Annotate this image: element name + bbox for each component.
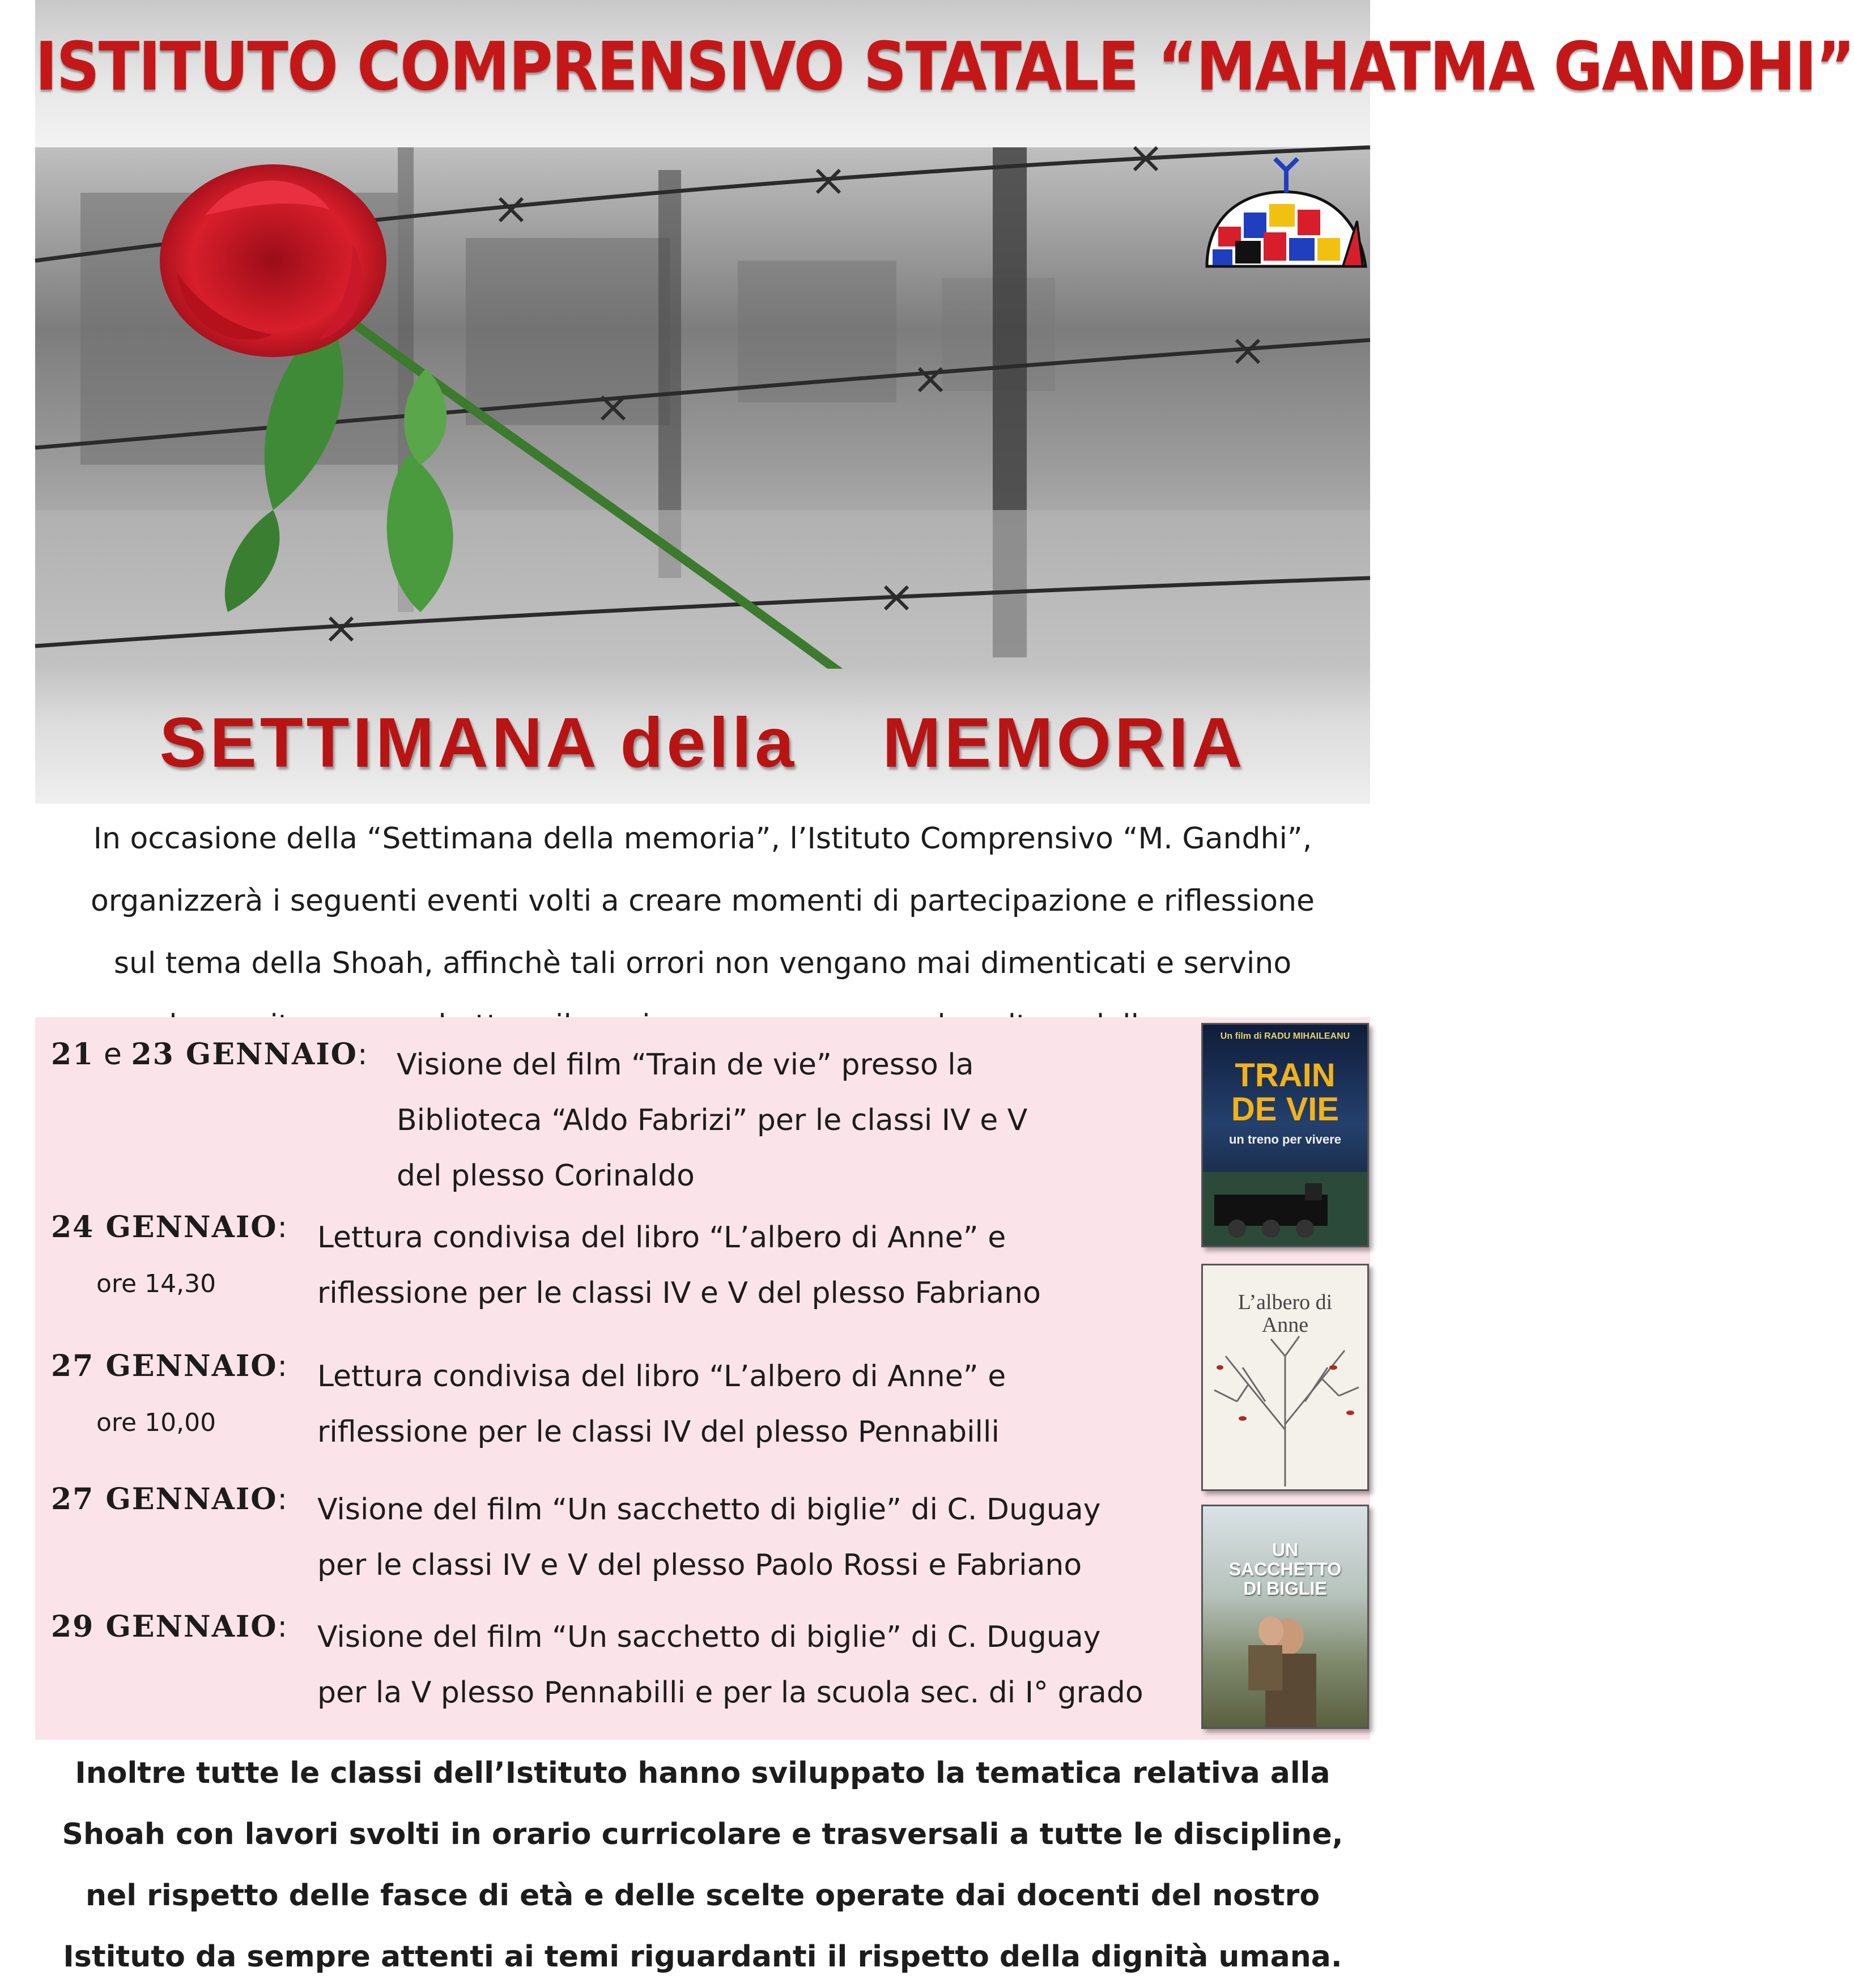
event-5-description <box>317 1609 1143 1721</box>
tree-illustration <box>1203 1333 1367 1486</box>
event-4-date: 27 GENNAIO: <box>51 1482 288 1517</box>
school-title: ISTITUTO COMPRENSIVO STATALE “MAHATMA GANDHI” <box>35 27 1854 105</box>
event-line: Visione del film “Un sacchetto di biglie” di C. Duguay <box>317 1493 1101 1527</box>
event-line: riflessione per le classi IV e V del plesso Fabriano <box>317 1276 1041 1310</box>
event-1-date: 21 e 23 GENNAIO: <box>51 1037 368 1072</box>
event-title <box>35 703 1370 783</box>
event-title-part-b: MEMORIA <box>882 704 1246 782</box>
closing-line: Inoltre tutte le classi dell’Istituto hanno sviluppato la tematica relativa alla <box>75 1756 1330 1790</box>
poster-title: UN SACCHETTO DI BIGLIE <box>1228 1540 1342 1599</box>
event-line: per le classi IV e V del plesso Paolo Rossi e Fabriano <box>317 1548 1082 1582</box>
event-date: 24 GENNAIO <box>51 1210 278 1244</box>
un-sacchetto-di-biglie-poster <box>1201 1505 1369 1729</box>
event-line: Biblioteca “Aldo Fabrizi” per le classi IV e V <box>397 1103 1028 1137</box>
event-date: 21 <box>51 1037 95 1072</box>
rose-barbed-wire-photo <box>35 147 1370 669</box>
intro-line: In occasione della “Settimana della memoria”, l’Istituto Comprensivo “M. Gandhi”, <box>93 822 1312 856</box>
closing-paragraph <box>45 1743 1360 1987</box>
event-line: Lettura condivisa del libro “L’albero di Anne” e <box>317 1360 1006 1394</box>
event-date: 29 GENNAIO <box>51 1609 278 1644</box>
poster-director: Un film di RADU MIHAILEANU <box>1220 1031 1350 1041</box>
header-image <box>35 0 1854 804</box>
closing-line: nel rispetto delle fasce di età e delle scelte operate dai docenti del nostro <box>85 1879 1320 1913</box>
albero-di-anne-book-cover <box>1201 1264 1369 1491</box>
event-line: Visione del film “Un sacchetto di biglie” di C. Duguay <box>317 1620 1101 1654</box>
event-line: Lettura condivisa del libro “L’albero di Anne” e <box>317 1221 1006 1255</box>
event-4-description <box>317 1482 1101 1593</box>
event-date: 23 GENNAIO <box>131 1037 358 1072</box>
event-date-conjunction: e <box>103 1038 122 1072</box>
intro-line: organizzerà i seguenti eventi volti a creare momenti di partecipazione e riflessione <box>90 884 1315 918</box>
event-2-date: 24 GENNAIO: <box>51 1210 288 1244</box>
event-1-description <box>397 1037 1027 1204</box>
event-3-time: ore 10,00 <box>96 1408 216 1437</box>
intro-line: sul tema della Shoah, affinchè tali orrori non vengano mai dimenticati e servino <box>113 946 1292 980</box>
train-de-vie-poster <box>1201 1023 1369 1247</box>
poster-subtitle: un treno per vivere <box>1228 1132 1342 1146</box>
boys-illustration <box>1203 1597 1367 1727</box>
poster-title: TRAIN DE VIE <box>1231 1057 1340 1128</box>
event-line: riflessione per le classi IV del plesso Pennabilli <box>317 1415 1000 1449</box>
event-line: Visione del film “Train de vie” presso la <box>397 1048 974 1082</box>
event-date: 27 GENNAIO <box>51 1482 278 1517</box>
event-line: del plesso Corinaldo <box>397 1159 695 1193</box>
event-3-description <box>317 1349 1006 1460</box>
book-title: L’albero di Anne <box>1238 1290 1333 1337</box>
event-3-date: 27 GENNAIO: <box>51 1349 288 1383</box>
event-5-date: 29 GENNAIO: <box>51 1609 288 1644</box>
event-date: 27 GENNAIO <box>51 1349 278 1383</box>
event-line: per la V plesso Pennabilli e per la scuola sec. di I° grado <box>317 1676 1143 1710</box>
school-logo-icon <box>1201 159 1371 289</box>
event-title-part-a: SETTIMANA della <box>159 704 798 782</box>
event-2-time: ore 14,30 <box>96 1269 216 1298</box>
event-2-description <box>317 1210 1041 1321</box>
closing-line: Istituto da sempre attenti ai temi riguardanti il rispetto della dignità umana. <box>63 1940 1342 1974</box>
train-illustration <box>1203 1172 1367 1246</box>
closing-line: Shoah con lavori svolti in orario curricolare e trasversali a tutte le discipline, <box>62 1817 1343 1851</box>
